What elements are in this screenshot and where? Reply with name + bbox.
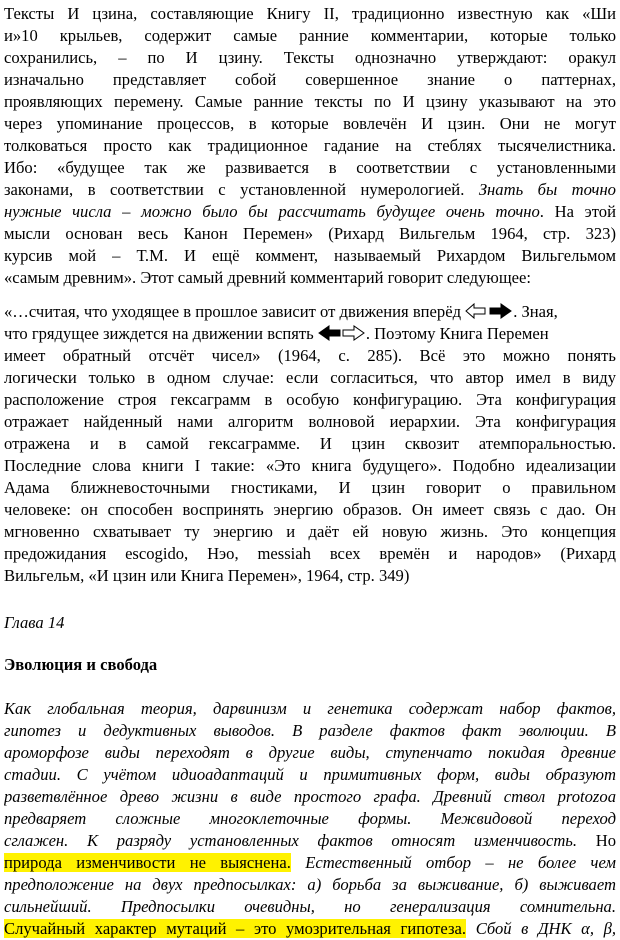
text-line: Вильгельм, «И цзин или Книга Перемен», 1964, стр. 349): [4, 566, 410, 585]
text-segment: Но: [595, 831, 616, 850]
text-line: Последние слова книги I такие: «Это книга будущего». Подобно идеализации: [4, 456, 616, 475]
text-line: [4, 918, 616, 940]
text-segment: . На этой: [539, 202, 616, 221]
highlighted-text: Случайный характер мутаций – это умозрительная гипотеза.: [4, 919, 467, 938]
text-segment: . Поэтому Книга Перемен: [365, 324, 549, 343]
text-line: ароморфозе виды переходят в другие виды, ступенчато покидая древние: [4, 743, 616, 762]
text-line: мгновенно схватывает ту энергию и даёт ей новую жизнь. Это концепция: [4, 522, 616, 541]
text-line: через упоминание процессов, в которые вовлечён И цзин. Они не могут: [4, 114, 616, 133]
text-line: Как глобальная теория, дарвинизм и генетика содержат набор фактов,: [4, 699, 616, 718]
paragraph-2: [4, 301, 616, 587]
text-line: мысли основан весь Канон Перемен» (Рихард Вильгельм 1964, стр. 323): [4, 224, 616, 243]
italic-segment: Сбой в ДНК α, β,: [475, 919, 616, 938]
italic-segment: сглажен. К разряду установленных фактов относят изменчивость.: [4, 831, 578, 850]
document-page: [4, 0, 616, 938]
text-line: предположение на двух предпосылках: а) борьба за выживание, б) выживает: [4, 875, 616, 894]
text-segment: . Зная,: [513, 302, 558, 321]
italic-segment: Естественный отбор – не более чем: [305, 853, 616, 872]
text-line: проявляющих перемену. Самые ранние тексты по И цзину указывают на это: [4, 92, 616, 111]
italic-segment: нужные числа – можно было бы рассчитать будущее очень точно: [4, 202, 540, 221]
text-line: и»10 крыльев, содержит самые ранние комментарии, которые только: [4, 26, 616, 45]
text-line: толковаться просто как традиционное гадание на стеблях тысячелистника.: [4, 136, 616, 155]
text-line: человеке: он способен воспринять энергию образов. Он имеет связь с дао. Он: [4, 500, 616, 519]
text-line: разветвлённое древо жизни в виде простого графа. Древний ствол protozoa: [4, 787, 616, 806]
text-segment: «…считая, что уходящее в прошлое зависит от движения вперёд: [4, 302, 462, 321]
text-line: [4, 179, 616, 201]
text-line: гипотез и дедуктивных выводов. В разделе фактов факт эволюции. В: [4, 721, 616, 740]
text-line: [4, 323, 616, 345]
arrow-right-filled-icon: [489, 302, 513, 320]
section-heading: Эволюция и свобода: [4, 655, 158, 674]
text-segment: законами, в соответствии с установленной нумерологией.: [4, 180, 465, 199]
text-line: [4, 201, 616, 223]
text-line: предваряет сложные многоклеточные формы. Межвидовой переход: [4, 809, 616, 828]
text-line: предожидания escogido, Нэо, messiah всех времён и народов» (Рихард: [4, 544, 616, 563]
italic-segment: Знать бы точно: [478, 180, 616, 199]
highlighted-text: природа изменчивости не выяснена.: [4, 853, 291, 872]
text-line: логически только в одном случае: если согласиться, что автор имел в виду: [4, 368, 616, 387]
text-line: расположение строя гексаграмм в особую конфигурацию. Эта конфигурация: [4, 390, 616, 409]
text-line: Тексты И цзина, составляющие Книгу II, традиционно известную как «Ши: [4, 4, 616, 23]
text-line: имеет обратный отсчёт чисел» (1964, с. 285). Всё это можно понять: [4, 346, 616, 365]
text-line: [4, 852, 616, 874]
paragraph-1: [4, 3, 616, 289]
paragraph-3: [4, 698, 616, 940]
text-line: сильнейший. Предпосылки очевидны, но генерализация сомнительна.: [4, 897, 616, 916]
text-segment: что грядущее зиждется на движении вспять: [4, 324, 314, 343]
text-line: отражена и в самой гексаграмме. И цзин сквозит атемпоральностью.: [4, 434, 616, 453]
text-line: [4, 830, 616, 852]
chapter-label: Глава 14: [4, 613, 65, 632]
text-line: Ибо: «будущее так же развивается в соответствии с установленными: [4, 158, 616, 177]
text-line: стадии. С учётом идиоадаптаций и примитивных форм, виды образуют: [4, 765, 616, 784]
text-line: отражает найденный нами алгоритм волновой иерархии. Эта конфигурация: [4, 412, 616, 431]
text-line: Адама ближневосточными гностиками, И цзин говорит о правильном: [4, 478, 616, 497]
text-line: «самым древним». Этот самый древний комментарий говорит следующее:: [4, 268, 531, 287]
arrow-left-filled-icon: [318, 324, 342, 342]
text-line: сохранились, – по И цзину. Тексты однозначно утверждают: оракул: [4, 48, 616, 67]
text-line: изначально представляет собой совершенное знание о паттернах,: [4, 70, 616, 89]
arrow-right-outline-icon: [342, 324, 366, 342]
text-line: [4, 301, 616, 323]
text-line: курсив мой – Т.М. И ещё коммент, называемый Рихардом Вильгельмом: [4, 246, 616, 265]
